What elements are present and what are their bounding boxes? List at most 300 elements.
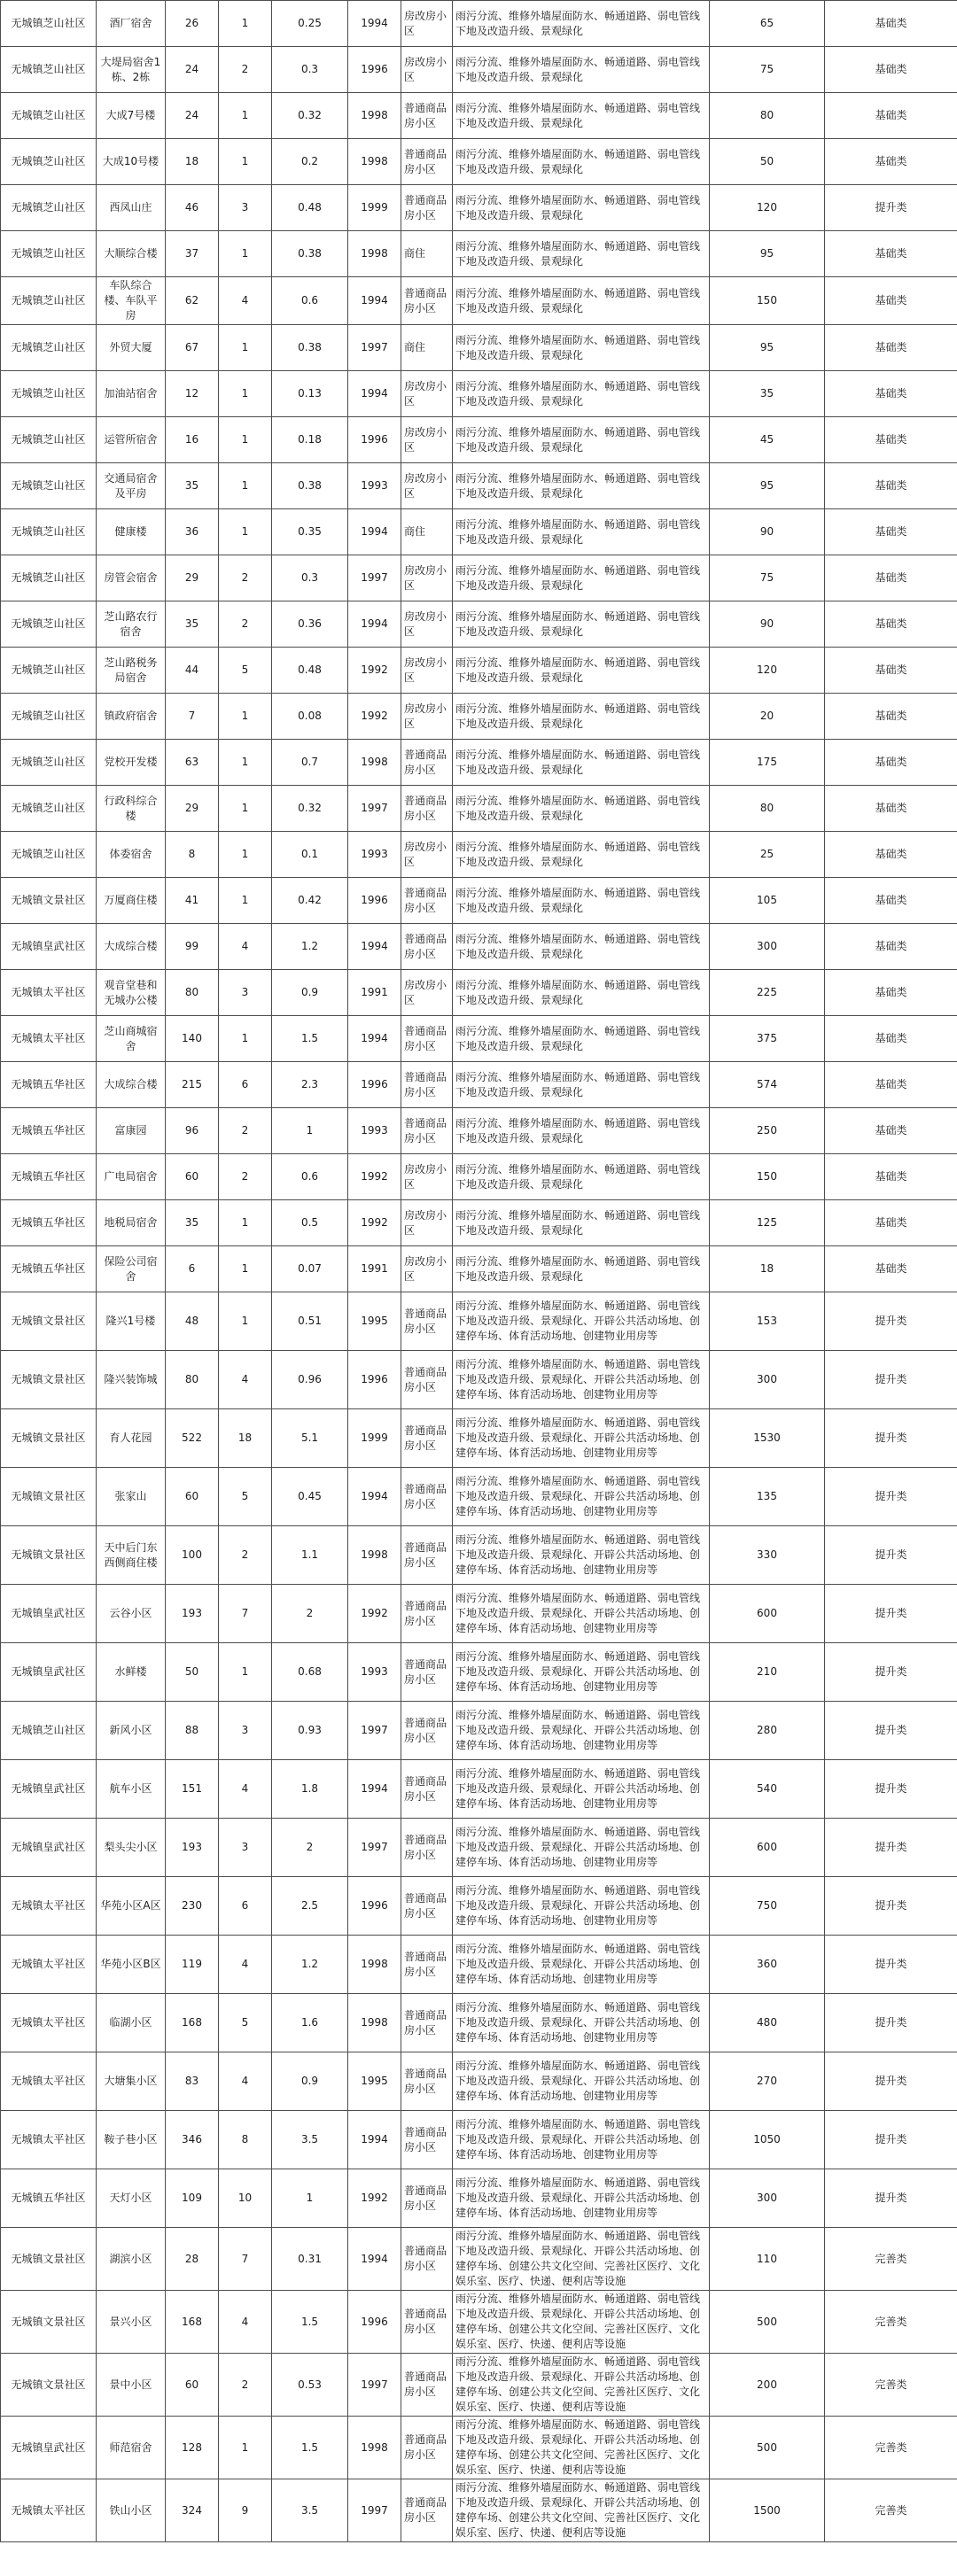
category-cell: 完善类: [825, 2228, 957, 2291]
year-cell: 1992: [348, 694, 401, 740]
area-cell: 0.35: [272, 509, 348, 555]
renovation-content-cell: 雨污分流、维修外墙屋面防水、畅通道路、弱电管线下地及改造升级、景观绿化、开辟公共活动场地、创建停车场、创建公共文化空间、完善社区医疗、文化娱乐室、医疗、快递、便利店等设施: [453, 2228, 710, 2291]
category-cell: 基础类: [825, 93, 957, 139]
area-cell: 0.2: [272, 139, 348, 185]
year-cell: 1993: [348, 832, 401, 878]
households-cell: 41: [166, 878, 219, 924]
investment-cell: 500: [710, 2291, 825, 2354]
area-cell: 2: [272, 1585, 348, 1643]
table-row: [1, 1994, 957, 2052]
households-cell: 29: [166, 555, 219, 601]
investment-cell: 65: [710, 1, 825, 47]
table-row: [1, 878, 957, 924]
buildings-cell: 7: [219, 2228, 272, 2291]
buildings-cell: 1: [219, 786, 272, 832]
investment-cell: 250: [710, 1108, 825, 1154]
investment-cell: 750: [710, 1877, 825, 1936]
project-name-cell: 华苑小区B区: [97, 1936, 166, 1994]
housing-type-cell: 商住: [401, 231, 453, 277]
households-cell: 7: [166, 694, 219, 740]
investment-cell: 125: [710, 1200, 825, 1246]
households-cell: 50: [166, 1643, 219, 1702]
table-row: [1, 47, 957, 93]
category-cell: 基础类: [825, 878, 957, 924]
investment-cell: 153: [710, 1292, 825, 1351]
households-cell: 24: [166, 93, 219, 139]
investment-cell: 90: [710, 509, 825, 555]
project-name-cell: 交通局宿舍及平房: [97, 463, 166, 509]
project-name-cell: 车队综合楼、车队平房: [97, 277, 166, 325]
community-cell: 无城镇芝山社区: [1, 277, 97, 325]
community-cell: 无城镇芝山社区: [1, 1, 97, 47]
project-name-cell: 行政科综合楼: [97, 786, 166, 832]
area-cell: 0.93: [272, 1702, 348, 1760]
households-cell: 37: [166, 231, 219, 277]
investment-cell: 35: [710, 371, 825, 417]
housing-type-cell: 房改房小区: [401, 694, 453, 740]
area-cell: 0.3: [272, 555, 348, 601]
year-cell: 1992: [348, 2169, 401, 2228]
community-cell: 无城镇太平社区: [1, 2052, 97, 2111]
category-cell: 提升类: [825, 1292, 957, 1351]
category-cell: 基础类: [825, 463, 957, 509]
table-row: [1, 786, 957, 832]
housing-type-cell: 普通商品房小区: [401, 1108, 453, 1154]
project-name-cell: 华苑小区A区: [97, 1877, 166, 1936]
area-cell: 0.9: [272, 970, 348, 1016]
housing-type-cell: 普通商品房小区: [401, 2417, 453, 2479]
housing-type-cell: 普通商品房小区: [401, 1351, 453, 1409]
area-cell: 0.6: [272, 277, 348, 325]
households-cell: 88: [166, 1702, 219, 1760]
table-row: [1, 1409, 957, 1468]
housing-type-cell: 普通商品房小区: [401, 185, 453, 231]
households-cell: 48: [166, 1292, 219, 1351]
housing-type-cell: 房改房小区: [401, 648, 453, 694]
community-cell: 无城镇皇武社区: [1, 1819, 97, 1877]
buildings-cell: 5: [219, 1468, 272, 1526]
buildings-cell: 1: [219, 325, 272, 371]
housing-type-cell: 房改房小区: [401, 970, 453, 1016]
table-row: [1, 2479, 957, 2542]
area-cell: 1.5: [272, 1016, 348, 1062]
table-row: [1, 1292, 957, 1351]
housing-type-cell: 普通商品房小区: [401, 1819, 453, 1877]
renovation-content-cell: 雨污分流、维修外墙屋面防水、畅通道路、弱电管线下地及改造升级、景观绿化、开辟公共活动场地、创建停车场、体育活动场地、创建物业用房等: [453, 1526, 710, 1585]
buildings-cell: 2: [219, 601, 272, 648]
area-cell: 0.18: [272, 417, 348, 463]
category-cell: 基础类: [825, 139, 957, 185]
community-cell: 无城镇芝山社区: [1, 832, 97, 878]
category-cell: 基础类: [825, 1246, 957, 1292]
investment-cell: 225: [710, 970, 825, 1016]
community-cell: 无城镇文景社区: [1, 2354, 97, 2417]
households-cell: 35: [166, 1200, 219, 1246]
buildings-cell: 1: [219, 1246, 272, 1292]
renovation-content-cell: 雨污分流、维修外墙屋面防水、畅通道路、弱电管线下地及改造升级、景观绿化、开辟公共活动场地、创建停车场、体育活动场地、创建物业用房等: [453, 1468, 710, 1526]
renovation-content-cell: 雨污分流、维修外墙屋面防水、畅通道路、弱电管线下地及改造升级、景观绿化: [453, 417, 710, 463]
community-cell: 无城镇皇武社区: [1, 2417, 97, 2479]
housing-type-cell: 普通商品房小区: [401, 1643, 453, 1702]
area-cell: 0.36: [272, 601, 348, 648]
households-cell: 522: [166, 1409, 219, 1468]
project-name-cell: 大成综合楼: [97, 1062, 166, 1108]
category-cell: 基础类: [825, 325, 957, 371]
project-name-cell: 天中后门东西侧商住楼: [97, 1526, 166, 1585]
households-cell: 60: [166, 1468, 219, 1526]
community-cell: 无城镇芝山社区: [1, 93, 97, 139]
community-cell: 无城镇五华社区: [1, 1246, 97, 1292]
area-cell: 0.31: [272, 2228, 348, 2291]
investment-cell: 20: [710, 694, 825, 740]
renovation-content-cell: 雨污分流、维修外墙屋面防水、畅通道路、弱电管线下地及改造升级、景观绿化: [453, 786, 710, 832]
housing-type-cell: 普通商品房小区: [401, 2291, 453, 2354]
renovation-content-cell: 雨污分流、维修外墙屋面防水、畅通道路、弱电管线下地及改造升级、景观绿化、开辟公共活动场地、创建停车场、创建公共文化空间、完善社区医疗、文化娱乐室、医疗、快递、便利店等设施: [453, 2354, 710, 2417]
project-name-cell: 广电局宿舍: [97, 1154, 166, 1200]
category-cell: 基础类: [825, 786, 957, 832]
buildings-cell: 18: [219, 1409, 272, 1468]
category-cell: 基础类: [825, 47, 957, 93]
area-cell: 0.51: [272, 1292, 348, 1351]
table-row: [1, 1760, 957, 1819]
table-row: [1, 555, 957, 601]
area-cell: 0.38: [272, 325, 348, 371]
area-cell: 0.7: [272, 740, 348, 786]
table-row: [1, 2228, 957, 2291]
renovation-content-cell: 雨污分流、维修外墙屋面防水、畅通道路、弱电管线下地及改造升级、景观绿化: [453, 648, 710, 694]
households-cell: 100: [166, 1526, 219, 1585]
area-cell: 2: [272, 1819, 348, 1877]
renovation-content-cell: 雨污分流、维修外墙屋面防水、畅通道路、弱电管线下地及改造升级、景观绿化: [453, 1016, 710, 1062]
year-cell: 1992: [348, 648, 401, 694]
area-cell: 0.53: [272, 2354, 348, 2417]
project-name-cell: 大成7号楼: [97, 93, 166, 139]
households-cell: 26: [166, 1, 219, 47]
buildings-cell: 1: [219, 371, 272, 417]
category-cell: 提升类: [825, 1819, 957, 1877]
community-cell: 无城镇文景社区: [1, 2228, 97, 2291]
area-cell: 0.1: [272, 832, 348, 878]
year-cell: 1992: [348, 1200, 401, 1246]
project-name-cell: 芝山商城宿舍: [97, 1016, 166, 1062]
category-cell: 提升类: [825, 1468, 957, 1526]
buildings-cell: 10: [219, 2169, 272, 2228]
year-cell: 1994: [348, 1016, 401, 1062]
buildings-cell: 4: [219, 1351, 272, 1409]
table-row: [1, 463, 957, 509]
housing-type-cell: 房改房小区: [401, 371, 453, 417]
households-cell: 215: [166, 1062, 219, 1108]
renovation-content-cell: 雨污分流、维修外墙屋面防水、畅通道路、弱电管线下地及改造升级、景观绿化、开辟公共活动场地、创建停车场、体育活动场地、创建物业用房等: [453, 1994, 710, 2052]
category-cell: 基础类: [825, 417, 957, 463]
table-row: [1, 417, 957, 463]
households-cell: 151: [166, 1760, 219, 1819]
investment-cell: 300: [710, 1351, 825, 1409]
housing-type-cell: 普通商品房小区: [401, 924, 453, 970]
year-cell: 1997: [348, 1702, 401, 1760]
housing-type-cell: 房改房小区: [401, 47, 453, 93]
community-cell: 无城镇文景社区: [1, 878, 97, 924]
buildings-cell: 6: [219, 1062, 272, 1108]
housing-type-cell: 普通商品房小区: [401, 1585, 453, 1643]
community-cell: 无城镇太平社区: [1, 2479, 97, 2542]
table-row: [1, 1016, 957, 1062]
year-cell: 1991: [348, 970, 401, 1016]
area-cell: 0.38: [272, 231, 348, 277]
year-cell: 1993: [348, 1643, 401, 1702]
housing-type-cell: 房改房小区: [401, 832, 453, 878]
housing-type-cell: 商住: [401, 325, 453, 371]
area-cell: 0.25: [272, 1, 348, 47]
buildings-cell: 1: [219, 463, 272, 509]
project-name-cell: 鞍子巷小区: [97, 2111, 166, 2169]
buildings-cell: 4: [219, 924, 272, 970]
project-name-cell: 酒厂宿舍: [97, 1, 166, 47]
category-cell: 提升类: [825, 1526, 957, 1585]
investment-cell: 300: [710, 924, 825, 970]
renovation-content-cell: 雨污分流、维修外墙屋面防水、畅通道路、弱电管线下地及改造升级、景观绿化、开辟公共活动场地、创建停车场、体育活动场地、创建物业用房等: [453, 2169, 710, 2228]
buildings-cell: 2: [219, 555, 272, 601]
category-cell: 提升类: [825, 1585, 957, 1643]
buildings-cell: 5: [219, 648, 272, 694]
year-cell: 1994: [348, 1760, 401, 1819]
renovation-content-cell: 雨污分流、维修外墙屋面防水、畅通道路、弱电管线下地及改造升级、景观绿化: [453, 694, 710, 740]
renovation-content-cell: 雨污分流、维修外墙屋面防水、畅通道路、弱电管线下地及改造升级、景观绿化、开辟公共活动场地、创建停车场、体育活动场地、创建物业用房等: [453, 1877, 710, 1936]
area-cell: 2.5: [272, 1877, 348, 1936]
housing-type-cell: 普通商品房小区: [401, 2052, 453, 2111]
renovation-content-cell: 雨污分流、维修外墙屋面防水、畅通道路、弱电管线下地及改造升级、景观绿化: [453, 832, 710, 878]
buildings-cell: 1: [219, 740, 272, 786]
housing-type-cell: 普通商品房小区: [401, 93, 453, 139]
category-cell: 基础类: [825, 694, 957, 740]
investment-cell: 95: [710, 325, 825, 371]
investment-cell: 330: [710, 1526, 825, 1585]
investment-cell: 270: [710, 2052, 825, 2111]
category-cell: 提升类: [825, 1877, 957, 1936]
community-cell: 无城镇芝山社区: [1, 694, 97, 740]
year-cell: 1998: [348, 139, 401, 185]
investment-cell: 75: [710, 47, 825, 93]
community-cell: 无城镇芝山社区: [1, 371, 97, 417]
area-cell: 0.32: [272, 93, 348, 139]
renovation-content-cell: 雨污分流、维修外墙屋面防水、畅通道路、弱电管线下地及改造升级、景观绿化、开辟公共活动场地、创建停车场、体育活动场地、创建物业用房等: [453, 2052, 710, 2111]
area-cell: 1: [272, 2169, 348, 2228]
area-cell: 0.38: [272, 463, 348, 509]
project-name-cell: 铁山小区: [97, 2479, 166, 2542]
table-row: [1, 2354, 957, 2417]
investment-cell: 80: [710, 93, 825, 139]
year-cell: 1996: [348, 1877, 401, 1936]
community-cell: 无城镇太平社区: [1, 1016, 97, 1062]
investment-cell: 175: [710, 740, 825, 786]
households-cell: 63: [166, 740, 219, 786]
year-cell: 1994: [348, 1, 401, 47]
category-cell: 基础类: [825, 924, 957, 970]
community-cell: 无城镇文景社区: [1, 1526, 97, 1585]
renovation-content-cell: 雨污分流、维修外墙屋面防水、畅通道路、弱电管线下地及改造升级、景观绿化: [453, 371, 710, 417]
table-row: [1, 2417, 957, 2479]
buildings-cell: 1: [219, 1200, 272, 1246]
table-row: [1, 1351, 957, 1409]
renovation-content-cell: 雨污分流、维修外墙屋面防水、畅通道路、弱电管线下地及改造升级、景观绿化: [453, 1200, 710, 1246]
year-cell: 1996: [348, 417, 401, 463]
buildings-cell: 2: [219, 47, 272, 93]
project-name-cell: 保险公司宿舍: [97, 1246, 166, 1292]
category-cell: 基础类: [825, 1016, 957, 1062]
households-cell: 35: [166, 463, 219, 509]
table-row: [1, 1702, 957, 1760]
area-cell: 1.6: [272, 1994, 348, 2052]
renovation-content-cell: 雨污分流、维修外墙屋面防水、畅通道路、弱电管线下地及改造升级、景观绿化、开辟公共活动场地、创建停车场、创建公共文化空间、完善社区医疗、文化娱乐室、医疗、快递、便利店等设施: [453, 2291, 710, 2354]
community-cell: 无城镇太平社区: [1, 1994, 97, 2052]
households-cell: 60: [166, 1154, 219, 1200]
area-cell: 2.3: [272, 1062, 348, 1108]
area-cell: 5.1: [272, 1409, 348, 1468]
households-cell: 119: [166, 1936, 219, 1994]
renovation-content-cell: 雨污分流、维修外墙屋面防水、畅通道路、弱电管线下地及改造升级、景观绿化: [453, 47, 710, 93]
table-row: [1, 371, 957, 417]
community-cell: 无城镇芝山社区: [1, 231, 97, 277]
category-cell: 基础类: [825, 832, 957, 878]
buildings-cell: 1: [219, 1, 272, 47]
buildings-cell: 4: [219, 1760, 272, 1819]
project-name-cell: 外贸大厦: [97, 325, 166, 371]
housing-type-cell: 房改房小区: [401, 601, 453, 648]
table-row: [1, 139, 957, 185]
households-cell: 16: [166, 417, 219, 463]
buildings-cell: 2: [219, 2354, 272, 2417]
renovation-content-cell: 雨污分流、维修外墙屋面防水、畅通道路、弱电管线下地及改造升级、景观绿化、开辟公共活动场地、创建停车场、体育活动场地、创建物业用房等: [453, 1819, 710, 1877]
community-cell: 无城镇芝山社区: [1, 417, 97, 463]
table-row: [1, 2291, 957, 2354]
community-cell: 无城镇文景社区: [1, 1468, 97, 1526]
category-cell: 基础类: [825, 231, 957, 277]
category-cell: 基础类: [825, 740, 957, 786]
housing-type-cell: 普通商品房小区: [401, 2111, 453, 2169]
housing-type-cell: 普通商品房小区: [401, 1016, 453, 1062]
year-cell: 1994: [348, 601, 401, 648]
investment-cell: 18: [710, 1246, 825, 1292]
renovation-content-cell: 雨污分流、维修外墙屋面防水、畅通道路、弱电管线下地及改造升级、景观绿化、开辟公共活动场地、创建停车场、创建公共文化空间、完善社区医疗、文化娱乐室、医疗、快递、便利店等设施: [453, 2417, 710, 2479]
renovation-content-cell: 雨污分流、维修外墙屋面防水、畅通道路、弱电管线下地及改造升级、景观绿化、开辟公共活动场地、创建停车场、体育活动场地、创建物业用房等: [453, 1351, 710, 1409]
category-cell: 基础类: [825, 509, 957, 555]
category-cell: 基础类: [825, 555, 957, 601]
table-row: [1, 1877, 957, 1936]
area-cell: 0.07: [272, 1246, 348, 1292]
households-cell: 168: [166, 2291, 219, 2354]
table-row: [1, 509, 957, 555]
renovation-content-cell: 雨污分流、维修外墙屋面防水、畅通道路、弱电管线下地及改造升级、景观绿化: [453, 1062, 710, 1108]
buildings-cell: 4: [219, 2291, 272, 2354]
table-row: [1, 325, 957, 371]
category-cell: 基础类: [825, 601, 957, 648]
area-cell: 0.48: [272, 648, 348, 694]
buildings-cell: 1: [219, 139, 272, 185]
year-cell: 1991: [348, 1246, 401, 1292]
community-cell: 无城镇皇武社区: [1, 1585, 97, 1643]
renovation-content-cell: 雨污分流、维修外墙屋面防水、畅通道路、弱电管线下地及改造升级、景观绿化: [453, 555, 710, 601]
investment-cell: 375: [710, 1016, 825, 1062]
community-cell: 无城镇五华社区: [1, 1200, 97, 1246]
table-row: [1, 1154, 957, 1200]
category-cell: 提升类: [825, 2111, 957, 2169]
renovation-content-cell: 雨污分流、维修外墙屋面防水、畅通道路、弱电管线下地及改造升级、景观绿化: [453, 1, 710, 47]
project-name-cell: 临湖小区: [97, 1994, 166, 2052]
investment-cell: 150: [710, 277, 825, 325]
housing-type-cell: 普通商品房小区: [401, 2169, 453, 2228]
project-name-cell: 镇政府宿舍: [97, 694, 166, 740]
project-name-cell: 师范宿舍: [97, 2417, 166, 2479]
year-cell: 1996: [348, 47, 401, 93]
year-cell: 1995: [348, 2052, 401, 2111]
households-cell: 193: [166, 1819, 219, 1877]
housing-type-cell: 普通商品房小区: [401, 1468, 453, 1526]
renovation-content-cell: 雨污分流、维修外墙屋面防水、畅通道路、弱电管线下地及改造升级、景观绿化: [453, 1154, 710, 1200]
housing-type-cell: 普通商品房小区: [401, 1292, 453, 1351]
project-name-cell: 隆兴1号楼: [97, 1292, 166, 1351]
project-name-cell: 航车小区: [97, 1760, 166, 1819]
housing-type-cell: 普通商品房小区: [401, 1994, 453, 2052]
investment-cell: 300: [710, 2169, 825, 2228]
housing-type-cell: 房改房小区: [401, 1246, 453, 1292]
area-cell: 0.45: [272, 1468, 348, 1526]
households-cell: 230: [166, 1877, 219, 1936]
community-cell: 无城镇芝山社区: [1, 601, 97, 648]
investment-cell: 1530: [710, 1409, 825, 1468]
category-cell: 完善类: [825, 2291, 957, 2354]
renovation-content-cell: 雨污分流、维修外墙屋面防水、畅通道路、弱电管线下地及改造升级、景观绿化、开辟公共活动场地、创建停车场、创建公共文化空间、完善社区医疗、文化娱乐室、医疗、快递、便利店等设施: [453, 2479, 710, 2542]
area-cell: 0.9: [272, 2052, 348, 2111]
housing-type-cell: 普通商品房小区: [401, 1062, 453, 1108]
year-cell: 1993: [348, 463, 401, 509]
households-cell: 46: [166, 185, 219, 231]
households-cell: 24: [166, 47, 219, 93]
category-cell: 基础类: [825, 1, 957, 47]
year-cell: 1994: [348, 2111, 401, 2169]
area-cell: 0.13: [272, 371, 348, 417]
table-row: [1, 93, 957, 139]
project-name-cell: 万厦商住楼: [97, 878, 166, 924]
community-cell: 无城镇文景社区: [1, 1292, 97, 1351]
housing-type-cell: 普通商品房小区: [401, 1526, 453, 1585]
community-cell: 无城镇太平社区: [1, 1936, 97, 1994]
investment-cell: 500: [710, 2417, 825, 2479]
table-row: [1, 1819, 957, 1877]
area-cell: 0.08: [272, 694, 348, 740]
area-cell: 1: [272, 1108, 348, 1154]
investment-cell: 45: [710, 417, 825, 463]
community-cell: 无城镇文景社区: [1, 1409, 97, 1468]
investment-cell: 135: [710, 1468, 825, 1526]
category-cell: 基础类: [825, 371, 957, 417]
renovation-content-cell: 雨污分流、维修外墙屋面防水、畅通道路、弱电管线下地及改造升级、景观绿化、开辟公共活动场地、创建停车场、体育活动场地、创建物业用房等: [453, 1292, 710, 1351]
category-cell: 提升类: [825, 1351, 957, 1409]
buildings-cell: 2: [219, 1526, 272, 1585]
category-cell: 提升类: [825, 2169, 957, 2228]
community-cell: 无城镇五华社区: [1, 2169, 97, 2228]
households-cell: 193: [166, 1585, 219, 1643]
investment-cell: 25: [710, 832, 825, 878]
buildings-cell: 4: [219, 277, 272, 325]
community-cell: 无城镇芝山社区: [1, 740, 97, 786]
year-cell: 1996: [348, 1351, 401, 1409]
table-row: [1, 601, 957, 648]
buildings-cell: 9: [219, 2479, 272, 2542]
investment-cell: 210: [710, 1643, 825, 1702]
table-row: [1, 1936, 957, 1994]
community-cell: 无城镇芝山社区: [1, 325, 97, 371]
table-row: [1, 1, 957, 47]
